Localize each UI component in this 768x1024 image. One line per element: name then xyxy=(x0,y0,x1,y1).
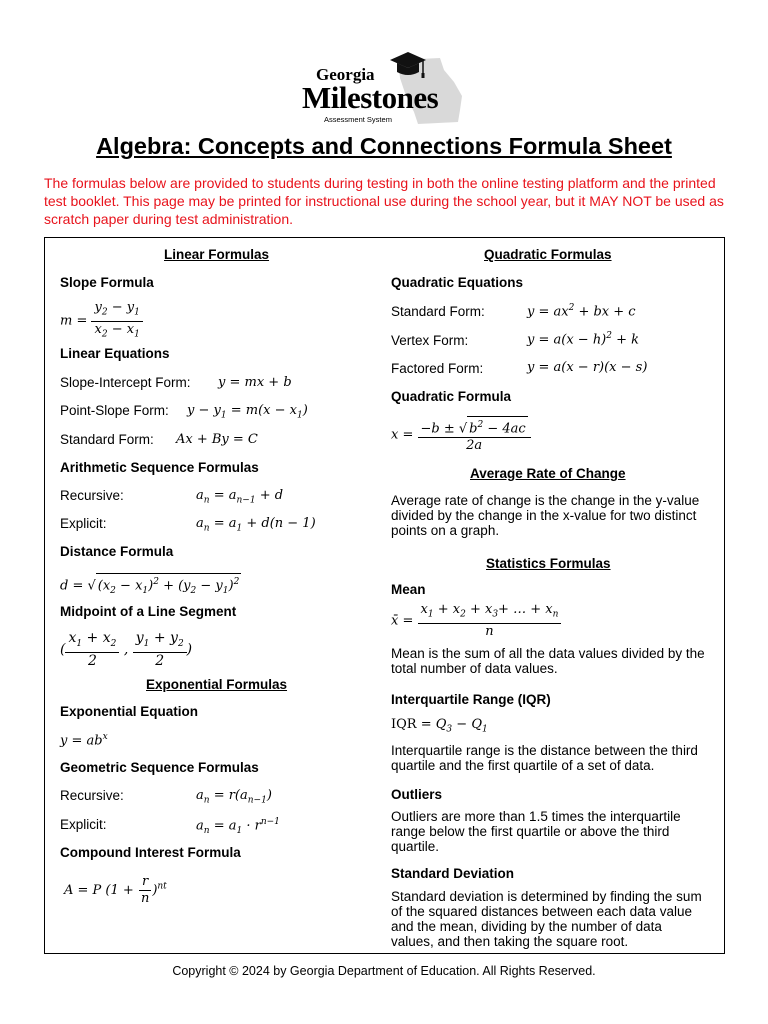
geo-explicit-formula: $a_n = a_1 \cdot r^{n-1}$ xyxy=(196,817,280,836)
formula-box xyxy=(44,237,725,954)
mean-formula: x̄ = $\frac{x_1 + x_2 + x_3+ \dots + x_n}{n}$ xyxy=(391,602,561,640)
quadratic-formulas-heading: Quadratic Formulas xyxy=(484,247,612,262)
distance-formula: d = √ $(x_2 - x_1)^2 + (y_2 - y_1)^2$ xyxy=(60,573,241,599)
logo-assessment-text: Assessment System xyxy=(324,115,392,124)
logo-georgia-text: Georgia xyxy=(316,65,375,84)
iqr-text: Interquartile range is the distance between the third quartile and the first quartile of a set of data. xyxy=(391,743,698,773)
compound-interest-formula: A = P (1 + $\frac{r}{n}$ )$^{nt}$ xyxy=(64,874,167,906)
linear-formulas-heading: Linear Formulas xyxy=(164,247,270,262)
arith-recursive-formula: $a_n = a_{n-1} + d$ xyxy=(196,488,284,506)
geo-recursive-formula: $a_n = r(a_{n-1})$ xyxy=(196,788,272,806)
factored-form-formula: y = a(x − r)(x − s) xyxy=(527,360,648,375)
graduation-cap-icon xyxy=(388,48,428,82)
statistics-formulas-heading: Statistics Formulas xyxy=(486,556,611,571)
slope-intercept-label: Slope-Intercept Form: xyxy=(60,375,191,390)
outliers-title: Outliers xyxy=(391,787,443,802)
geo-recursive-label: Recursive: xyxy=(60,788,124,803)
geometric-sequence-title: Geometric Sequence Formulas xyxy=(60,760,259,775)
point-slope-label: Point-Slope Form: xyxy=(60,403,169,418)
quad-standard-formula: $y = ax^2$ + bx + c xyxy=(527,303,636,320)
page-title: Algebra: Concepts and Connections Formula Sheet xyxy=(96,133,672,159)
exponential-formulas-heading: Exponential Formulas xyxy=(146,677,288,692)
factored-form-label: Factored Form: xyxy=(391,361,484,376)
standard-form-label: Standard Form: xyxy=(60,432,154,447)
midpoint-formula: ( $\frac{x_1 + x_2}{2}$ , $\frac{y_1 + y_2}{2}$ ) xyxy=(60,630,193,669)
standard-deviation-text: Standard deviation is determined by finding the sum of the squared distances between each data value and the mean, dividing by the number of data values, and then taking the square root. xyxy=(391,889,702,949)
slope-formula-title: Slope Formula xyxy=(60,275,154,290)
quadratic-formula: x = $\frac{-b \pm √ b^2 - 4ac}{2a}$ xyxy=(391,416,531,454)
iqr-title: Interquartile Range (IQR) xyxy=(391,692,551,707)
quadratic-formula-title: Quadratic Formula xyxy=(391,389,512,404)
midpoint-title: Midpoint of a Line Segment xyxy=(60,604,237,619)
arithmetic-sequence-title: Arithmetic Sequence Formulas xyxy=(60,460,259,475)
exponential-equation: $y = ab^x$ xyxy=(60,732,108,749)
arith-recursive-label: Recursive: xyxy=(60,488,124,503)
quad-standard-label: Standard Form: xyxy=(391,304,485,319)
mean-text: Mean is the sum of all the data values divided by the total number of data values. xyxy=(391,646,705,676)
standard-form-formula: Ax + By = C xyxy=(176,432,258,447)
geo-explicit-label: Explicit: xyxy=(60,817,107,832)
point-slope-formula: $y - y_1 = m(x - x_1)$ xyxy=(187,403,308,421)
average-rate-heading: Average Rate of Change xyxy=(470,466,626,481)
standard-deviation-title: Standard Deviation xyxy=(391,866,515,881)
mean-title: Mean xyxy=(391,582,426,597)
slope-intercept-formula: y = mx + b xyxy=(218,375,292,390)
arith-explicit-formula: $a_n = a_1 + d(n - 1)$ xyxy=(196,516,316,534)
distance-formula-title: Distance Formula xyxy=(60,544,174,559)
logo-milestones-text: Milestones xyxy=(302,80,439,115)
vertex-form-label: Vertex Form: xyxy=(391,333,469,348)
vertex-form-formula: $y = a(x - h)^2 + k$ xyxy=(527,331,640,348)
quadratic-equations-title: Quadratic Equations xyxy=(391,275,524,290)
outliers-text: Outliers are more than 1.5 times the interquartile range below the first quartile or above the third quartile. xyxy=(391,809,681,854)
copyright-footer: Copyright © 2024 by Georgia Department of Education. All Rights Reserved. xyxy=(172,964,596,978)
linear-equations-title: Linear Equations xyxy=(60,346,170,361)
average-rate-text: Average rate of change is the change in the y-value divided by the change in the x-value for two distinct points on a graph. xyxy=(391,493,700,538)
arith-explicit-label: Explicit: xyxy=(60,516,107,531)
georgia-milestones-logo xyxy=(300,48,470,128)
notice-text: The formulas below are provided to students during testing in both the online testing platform and the printed test booklet. This page may be printed for instructional use during the school year, but it MAY NOT be used as scratch paper during test administration. xyxy=(44,175,724,227)
iqr-formula: IQR = $Q_3 - Q_1$ xyxy=(391,717,488,735)
compound-interest-title: Compound Interest Formula xyxy=(60,845,241,860)
exponential-equation-title: Exponential Equation xyxy=(60,704,199,719)
slope-formula: m = $\frac{y_2 - y_1}{x_2 - x_1}$ xyxy=(60,300,143,342)
